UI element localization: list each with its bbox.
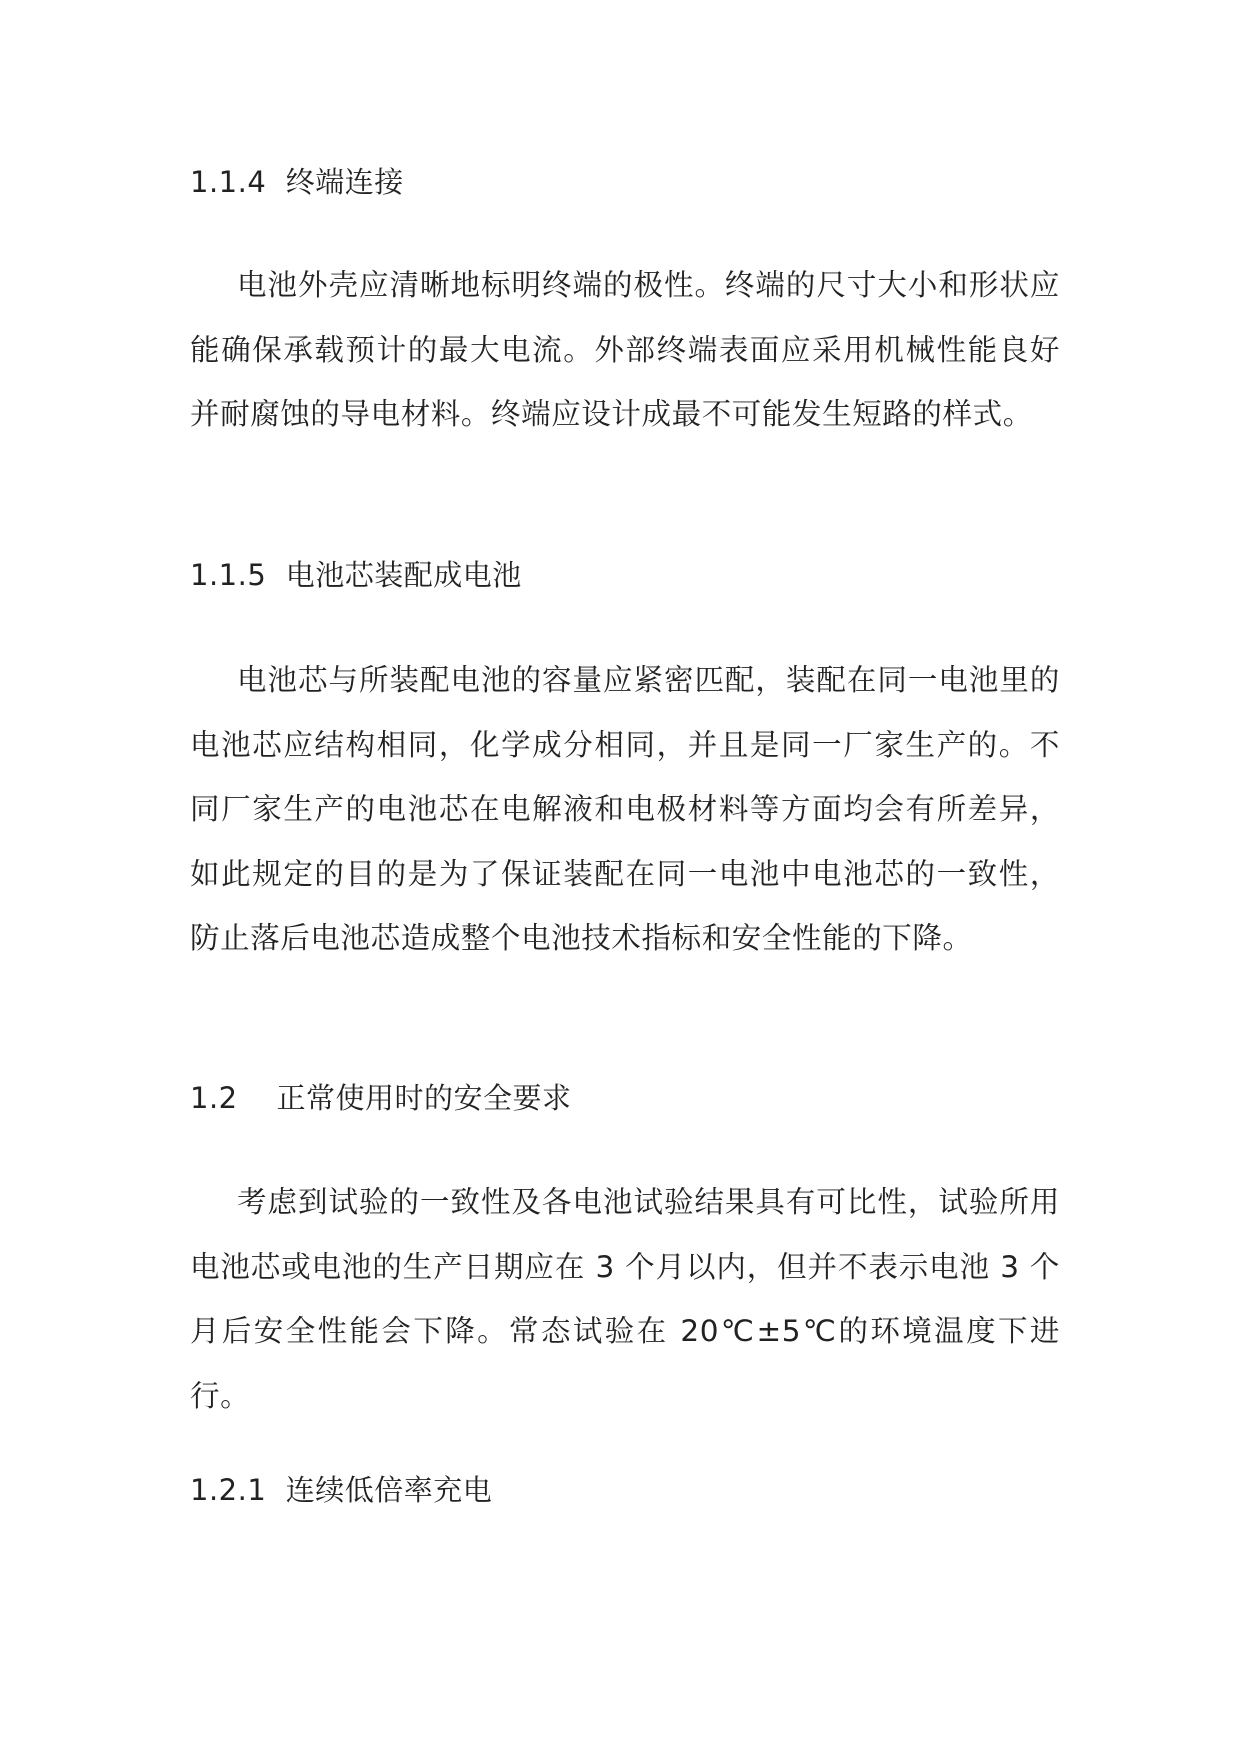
section-title: 连续低倍率充电 xyxy=(285,1473,493,1507)
section-number: 1.2.1 xyxy=(190,1473,267,1507)
section-title: 终端连接 xyxy=(285,165,404,199)
paragraph-cell-assembly: 电池芯与所装配电池的容量应紧密匹配，装配在同一电池里的电池芯应结构相同，化学成分相同，并且是同一厂家生产的。不同厂家生产的电池芯在电解液和电极材料等方面均会有所差异，如此规定的目的是为了保证装配在同一电池中电池芯的一致性，防止落后电池芯造成整个电池技术指标和安全性能的下降。 xyxy=(190,663,1060,955)
section-number: 1.1.4 xyxy=(190,165,267,199)
section-heading-1-2 xyxy=(190,1078,572,1118)
section-number: 1.1.5 xyxy=(190,558,267,592)
section-title: 正常使用时的安全要求 xyxy=(276,1081,572,1115)
paragraph-normal-use-safety: 考虑到试验的一致性及各电池试验结果具有可比性，试验所用电池芯或电池的生产日期应在 3 个月以内，但并不表示电池 3 个月后安全性能会下降。常态试验在 20℃±5℃的环境温度下进行。 xyxy=(190,1185,1060,1413)
section-number: 1.2 xyxy=(190,1081,238,1115)
section-title: 电池芯装配成电池 xyxy=(285,558,522,592)
section-heading-1-1-4 xyxy=(190,162,404,202)
section-heading-1-2-1 xyxy=(190,1470,492,1510)
paragraph-terminal-connection: 电池外壳应清晰地标明终端的极性。终端的尺寸大小和形状应能确保承载预计的最大电流。外部终端表面应采用机械性能良好并耐腐蚀的导电材料。终端应设计成最不可能发生短路的样式。 xyxy=(190,268,1060,431)
section-heading-1-1-5 xyxy=(190,555,522,595)
